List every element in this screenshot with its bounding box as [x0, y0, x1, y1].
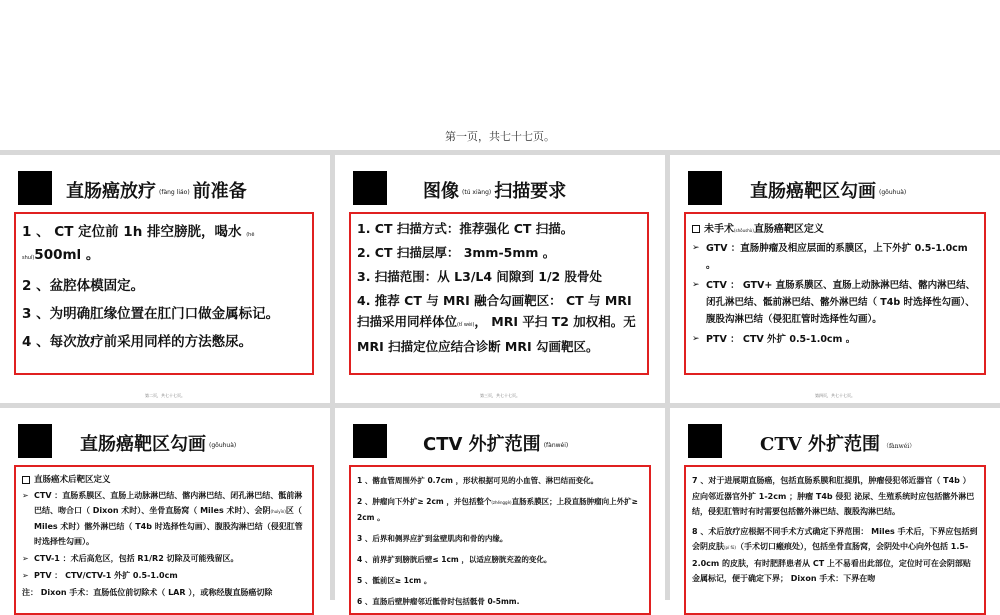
title-pinyin: (fàng liáo) [159, 188, 190, 196]
list-item: 7 、对于进展期直肠癌，包括直肠系膜和肛提肌，肿瘤侵犯邻近器官（ T4b ）应向邻近器官外扩 1-2cm ；肿瘤 T4b 侵犯 泌尿、生殖系统时应包括髂外淋巴结，侵犯肛管时有时需要包括髂外淋巴结、腹股沟淋巴结。 [692, 476, 975, 516]
content-box [349, 212, 649, 375]
slide-2[interactable] [335, 155, 665, 403]
slide-3[interactable] [670, 155, 1000, 403]
list-item: ➢ CTV ： GTV+ 直肠系膜区、直肠上动脉淋巴结、髂内淋巴结、闭孔淋巴结、骶前淋巴结、髂外淋巴结（ T4b 时选择性勾画）、腹股沟淋巴结（侵犯肛管时选择性勾画）。 [692, 277, 978, 328]
list-item: 3. 扫描范围：从 L3/L4 间隙到 1/2 股骨处 [357, 269, 603, 284]
slide-title [423, 177, 566, 203]
slide-footer: 第二页，共七十七页。 [145, 393, 185, 398]
title-block-icon [18, 171, 52, 205]
title-pinyin: (gōuhuà) [879, 188, 907, 196]
content-box [14, 212, 314, 375]
list-item: ➢ CTV-1 ：术后高危区，包括 R1/R2 切除及可能残留区。 [22, 551, 306, 566]
list-item: 5 、骶前区≥ 1cm 。 [357, 576, 432, 585]
title-text-2: 扫描要求 [494, 181, 567, 202]
page-header: 第一页，共七十七页。 [445, 130, 555, 143]
title-pinyin: (tú xiàng) [462, 188, 492, 196]
slide-title [750, 177, 909, 203]
title-block-icon [353, 424, 387, 458]
section-heading: 未手术(shǒushù)直肠癌靶区定义 [692, 220, 978, 235]
content-box [349, 465, 651, 615]
slide-header [670, 155, 1000, 211]
list-item: ➢ GTV ：直肠肿瘤及相应层面的系膜区，上下外扩 0.5-1.0cm 。 [692, 240, 978, 274]
slide-header [0, 155, 330, 211]
title-block-icon [353, 171, 387, 205]
slide-1[interactable] [0, 155, 330, 403]
title-text: 直肠癌靶区勾画 [80, 434, 206, 455]
slide-footer: 第三页，共七十七页。 [480, 393, 520, 398]
list-item: 2. CT 扫描层厚： 3mm-5mm 。 [357, 245, 556, 260]
content-box [14, 465, 314, 615]
slide-title [80, 430, 239, 456]
title-text: 图像 [423, 181, 459, 202]
title-block-icon [688, 171, 722, 205]
title-text: CTV 外扩范围 [760, 434, 880, 455]
list-item: ➢ PTV ： CTV/CTV-1 外扩 0.5-1.0cm [22, 568, 306, 583]
section-heading: 直肠癌术后靶区定义 [22, 473, 306, 485]
list-item: 2 、肿瘤向下外扩≥ 2cm ，并包括整个(zhěnggè)直肠系膜区；上段直肠肿瘤向上外扩≥ 2cm 。 [357, 497, 638, 522]
content-box [684, 212, 986, 375]
slide-footer: 第四页，共七十七页。 [815, 393, 855, 398]
title-text: 直肠癌放疗 [66, 181, 156, 202]
slide-header [670, 408, 1000, 464]
list-item: 1 、髂血管周围外扩 0.7cm ，形状根据可见的小血管、淋巴结而变化。 [357, 476, 599, 485]
list-item: 4. 推荐 CT 与 MRI 融合勾画靶区： CT 与 MRI 扫描采用同样体位(tǐ wèi)， MRI 平扫 T2 加权相。无 MRI 扫描定位应结合诊断 MRI 勾画靶区。 [357, 293, 636, 354]
title-block-icon [688, 424, 722, 458]
slide-4[interactable] [0, 408, 330, 600]
list-item: 8 、术后放疗应根据不同手术方式确定下界范围： Miles 手术后，下界应包括到会阴皮肤(pí fū)（手术切口瘢痕处），包括坐骨直肠窝，会阴处中心向外包括 1.5-2.0cm 的皮肤，有时肥胖患者从 CT 上不易看出此部位，定位时可在会阴部贴金属标记，便于确定下界； Dixon 手术：下界在吻 [692, 526, 978, 583]
list-item: 1. CT 扫描方式：推荐强化 CT 扫描。 [357, 221, 574, 236]
list-item: ➢ CTV ：直肠系膜区、直肠上动脉淋巴结、髂内淋巴结、闭孔淋巴结、骶前淋巴结、吻合口（ Dixon 术时）、坐骨直肠窝（ Miles 术时）、会阴(huìyīn)区（ Miles 术时）髂外淋巴结（ T4b 时选择性勾画）、腹股沟淋巴结（侵犯肛管时选择性勾画）。 [22, 488, 306, 549]
list-item: 1 、 CT 定位前 1h 排空膀胱，喝水 (hē shuǐ)500ml 。 [22, 224, 255, 263]
title-block-icon [18, 424, 52, 458]
title-pinyin: （fànwéi） [882, 442, 916, 450]
title-pinyin: (gōuhuà) [209, 441, 237, 449]
list-item: 3 、后界和侧界应扩到盆壁肌肉和骨的内缘。 [357, 534, 508, 543]
slide-5[interactable] [335, 408, 665, 606]
list-item: 4 、前界扩到膀胱后壁≤ 1cm ，以适应膀胱充盈的变化。 [357, 555, 552, 564]
slide-title [423, 430, 571, 456]
note-text: 注： Dixon 手术：直肠低位前切除术（ LAR ），或称经腹直肠癌切除 [22, 588, 273, 597]
content-box [684, 465, 986, 615]
slide-title [66, 177, 247, 203]
title-text-2: 前准备 [192, 181, 247, 202]
list-item: 2 、盆腔体模固定。 [22, 278, 145, 294]
list-item: 4 、每次放疗前采用同样的方法憋尿。 [22, 334, 253, 350]
checkbox-icon [22, 476, 30, 484]
slide-title [760, 430, 918, 456]
checkbox-icon [692, 225, 700, 233]
slide-6[interactable] [670, 408, 1000, 600]
title-pinyin: (fànwéi) [543, 441, 569, 449]
list-item: 6 、直肠后壁肿瘤邻近骶骨时包括骶骨 0-5mm. [357, 597, 520, 606]
title-text: CTV 外扩范围 [423, 434, 541, 455]
list-item: ➢ PTV ： CTV 外扩 0.5-1.0cm 。 [692, 331, 978, 348]
slide-header [335, 408, 665, 464]
list-item: 3 、为明确肛缘位置在肛门口做金属标记。 [22, 306, 280, 322]
slide-header [335, 155, 665, 211]
title-text: 直肠癌靶区勾画 [750, 181, 876, 202]
slide-header [0, 408, 330, 464]
